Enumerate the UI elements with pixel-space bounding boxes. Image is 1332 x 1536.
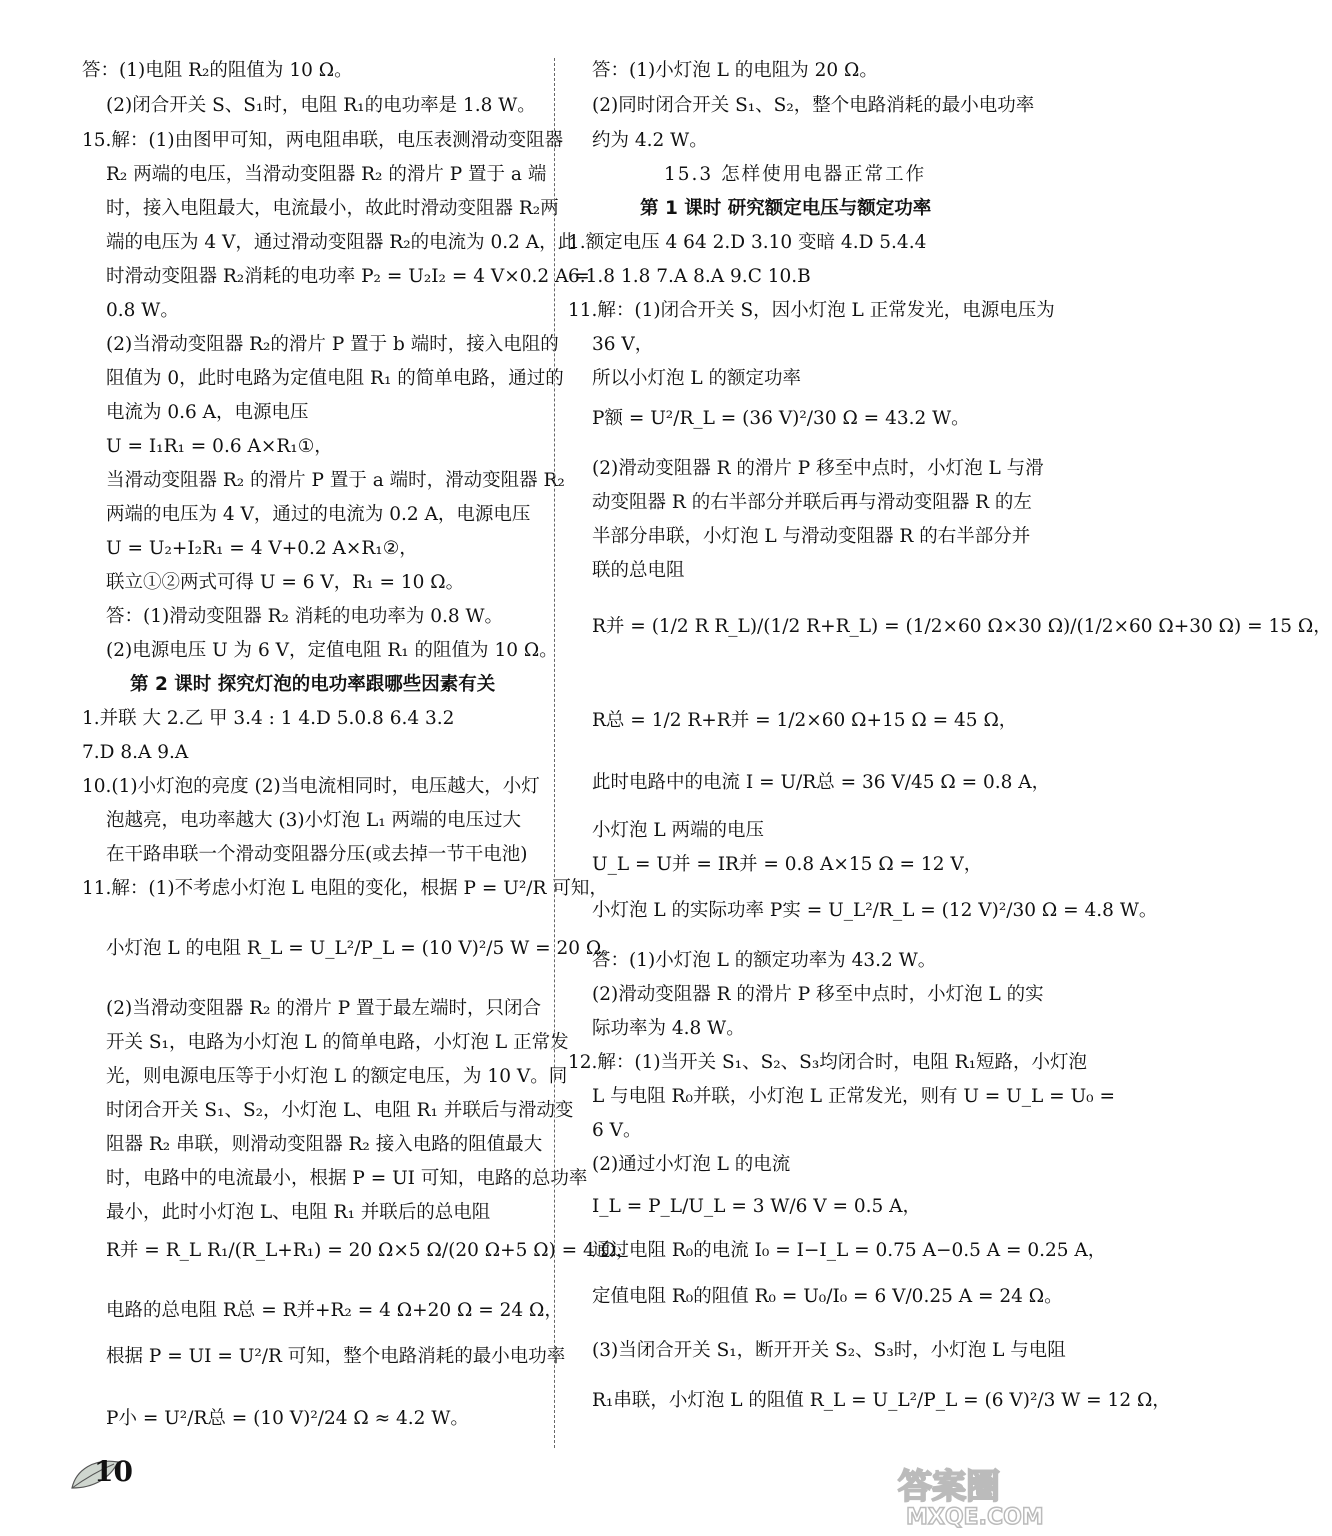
- right-text-line: 约为 4.2 W。: [592, 130, 708, 151]
- right-text-line: 半部分串联，小灯泡 L 与滑动变阻器 R 的右半部分并: [592, 526, 1031, 547]
- page-number-badge: [66, 1448, 136, 1498]
- column-divider: [554, 58, 555, 1448]
- left-text-line: R并 = R_L R₁/(R_L+R₁) = 20 Ω×5 Ω/(20 Ω+5 Ω) = 4 Ω，: [106, 1240, 635, 1261]
- right-text-line: 此时电路中的电流 I = U/R总 = 36 V/45 Ω = 0.8 A，: [592, 772, 1051, 793]
- page-number: 10: [94, 1455, 133, 1488]
- right-text-line: R总 = 1/2 R+R并 = 1/2×60 Ω+15 Ω = 45 Ω，: [592, 710, 1018, 731]
- left-text-line: 时，电路中的电流最小，根据 P = UI 可知，电路的总功率: [106, 1168, 588, 1189]
- left-text-line: 7.D 8.A 9.A: [82, 742, 189, 763]
- right-text-line: P额 = U²/R_L = (36 V)²/30 Ω = 43.2 W。: [592, 408, 970, 429]
- left-text-line: 开关 S₁，电路为小灯泡 L 的简单电路，小灯泡 L 正常发: [106, 1032, 569, 1053]
- right-text-line: 1.额定电压 4 64 2.D 3.10 变暗 4.D 5.4.4: [568, 232, 927, 253]
- left-text-line: 答：(1)电阻 R₂的阻值为 10 Ω。: [82, 60, 353, 81]
- left-text-line: 时闭合开关 S₁、S₂，小灯泡 L、电阻 R₁ 并联后与滑动变: [106, 1100, 574, 1121]
- left-text-line: (2)当滑动变阻器 R₂的滑片 P 置于 b 端时，接入电阻的: [106, 334, 559, 355]
- left-text-line: 时滑动变阻器 R₂消耗的电功率 P₂ = U₂I₂ = 4 V×0.2 A =: [106, 266, 590, 287]
- left-text-line: 在干路串联一个滑动变阻器分压(或去掉一节干电池): [106, 844, 528, 865]
- left-text-line: 光，则电源电压等于小灯泡 L 的额定电压，为 10 V。同: [106, 1066, 568, 1087]
- right-text-line: (3)当闭合开关 S₁，断开开关 S₂、S₃时，小灯泡 L 与电阻: [592, 1340, 1066, 1361]
- right-text-line: 6.1.8 1.8 7.A 8.A 9.C 10.B: [568, 266, 811, 287]
- left-text-line: 第 2 课时 探究灯泡的电功率跟哪些因素有关: [130, 674, 496, 695]
- right-text-line: 12.解：(1)当开关 S₁、S₂、S₃均闭合时，电阻 R₁短路，小灯泡: [568, 1052, 1088, 1073]
- right-text-line: 答：(1)小灯泡 L 的电阻为 20 Ω。: [592, 60, 878, 81]
- leaf-icon: [66, 1448, 136, 1494]
- right-text-line: 11.解：(1)闭合开关 S，因小灯泡 L 正常发光，电源电压为: [568, 300, 1055, 321]
- left-text-line: 两端的电压为 4 V，通过的电流为 0.2 A，电源电压: [106, 504, 531, 525]
- left-text-line: (2)闭合开关 S、S₁时，电阻 R₁的电功率是 1.8 W。: [106, 95, 536, 116]
- right-text-line: R并 = (1/2 R R_L)/(1/2 R+R_L) = (1/2×60 Ω×30 Ω)/(1/2×60 Ω+30 Ω) = 15 Ω，: [592, 616, 1332, 637]
- left-text-line: U = U₂+I₂R₁ = 4 V+0.2 A×R₁②，: [106, 538, 418, 559]
- right-text-line: 6 V。: [592, 1120, 642, 1141]
- right-text-line: (2)通过小灯泡 L 的电流: [592, 1154, 791, 1175]
- right-text-line: 第 1 课时 研究额定电压与额定功率: [640, 198, 932, 219]
- left-text-line: 时，接入电阻最大，电流最小，故此时滑动变阻器 R₂两: [106, 198, 559, 219]
- left-text-line: 10.(1)小灯泡的亮度 (2)当电流相同时，电压越大，小灯: [82, 776, 540, 797]
- right-text-line: R₁串联，小灯泡 L 的阻值 R_L = U_L²/P_L = (6 V)²/3 W = 12 Ω，: [592, 1390, 1171, 1411]
- watermark-logo-text: 答案圈: [898, 1467, 1000, 1507]
- right-text-line: 定值电阻 R₀的阻值 R₀ = U₀/I₀ = 6 V/0.25 A = 24 Ω。: [592, 1286, 1063, 1307]
- right-text-line: 联的总电阻: [592, 560, 685, 581]
- right-text-line: 通过电阻 R₀的电流 I₀ = I−I_L = 0.75 A−0.5 A = 0.25 A，: [592, 1240, 1107, 1261]
- right-text-line: 15.3 怎样使用电器正常工作: [664, 164, 927, 185]
- left-text-line: R₂ 两端的电压，当滑动变阻器 R₂ 的滑片 P 置于 a 端: [106, 164, 547, 185]
- right-text-line: I_L = P_L/U_L = 3 W/6 V = 0.5 A，: [592, 1196, 922, 1217]
- right-text-line: 动变阻器 R 的右半部分并联后再与滑动变阻器 R 的左: [592, 492, 1032, 513]
- left-text-line: 答：(1)滑动变阻器 R₂ 消耗的电功率为 0.8 W。: [106, 606, 504, 627]
- left-text-line: 联立①②两式可得 U = 6 V，R₁ = 10 Ω。: [106, 572, 465, 593]
- watermark: [892, 1464, 1048, 1530]
- left-text-line: 15.解：(1)由图甲可知，两电阻串联，电压表测滑动变阻器: [82, 130, 564, 151]
- right-text-line: 答：(1)小灯泡 L 的额定功率为 43.2 W。: [592, 950, 937, 971]
- left-text-line: 1.并联 大 2.乙 甲 3.4 : 1 4.D 5.0.8 6.4 3.2: [82, 708, 455, 729]
- right-text-line: 所以小灯泡 L 的额定功率: [592, 368, 802, 389]
- right-text-line: 36 V，: [592, 334, 654, 355]
- left-text-line: 端的电压为 4 V，通过滑动变阻器 R₂的电流为 0.2 A，此: [106, 232, 577, 253]
- left-text-line: P小 = U²/R总 = (10 V)²/24 Ω ≈ 4.2 W。: [106, 1408, 469, 1429]
- left-text-line: 阻器 R₂ 串联，则滑动变阻器 R₂ 接入电路的阻值最大: [106, 1134, 543, 1155]
- right-text-line: U_L = U并 = IR并 = 0.8 A×15 Ω = 12 V，: [592, 854, 983, 875]
- left-text-line: 泡越亮，电功率越大 (3)小灯泡 L₁ 两端的电压过大: [106, 810, 522, 831]
- left-text-line: 当滑动变阻器 R₂ 的滑片 P 置于 a 端时，滑动变阻器 R₂: [106, 470, 565, 491]
- left-text-line: 电流为 0.6 A，电源电压: [106, 402, 309, 423]
- left-text-line: 电路的总电阻 R总 = R并+R₂ = 4 Ω+20 Ω = 24 Ω，: [106, 1300, 563, 1321]
- left-text-line: U = I₁R₁ = 0.6 A×R₁①，: [106, 436, 333, 457]
- right-text-line: L 与电阻 R₀并联，小灯泡 L 正常发光，则有 U = U_L = U₀ =: [592, 1086, 1115, 1107]
- left-text-line: 阻值为 0，此时电路为定值电阻 R₁ 的简单电路，通过的: [106, 368, 564, 389]
- right-text-line: 小灯泡 L 的实际功率 P实 = U_L²/R_L = (12 V)²/30 Ω = 4.8 W。: [592, 900, 1158, 921]
- left-text-line: 11.解：(1)不考虑小灯泡 L 电阻的变化，根据 P = U²/R 可知，: [82, 878, 608, 899]
- left-text-line: 0.8 W。: [106, 300, 179, 321]
- left-text-line: (2)当滑动变阻器 R₂ 的滑片 P 置于最左端时，只闭合: [106, 998, 542, 1019]
- watermark-url: MXQE.COM: [906, 1505, 1044, 1530]
- left-text-line: 小灯泡 L 的电阻 R_L = U_L²/P_L = (10 V)²/5 W = 20 Ω。: [106, 938, 620, 959]
- left-text-line: 最小，此时小灯泡 L、电阻 R₁ 并联后的总电阻: [106, 1202, 491, 1223]
- right-text-line: (2)滑动变阻器 R 的滑片 P 移至中点时，小灯泡 L 与滑: [592, 458, 1044, 479]
- right-text-line: 小灯泡 L 两端的电压: [592, 820, 765, 841]
- right-text-line: (2)同时闭合开关 S₁、S₂，整个电路消耗的最小电功率: [592, 95, 1035, 116]
- right-text-line: (2)滑动变阻器 R 的滑片 P 移至中点时，小灯泡 L 的实: [592, 984, 1044, 1005]
- left-text-line: 根据 P = UI = U²/R 可知，整个电路消耗的最小电功率: [106, 1346, 566, 1367]
- right-text-line: 际功率为 4.8 W。: [592, 1018, 745, 1039]
- left-text-line: (2)电源电压 U 为 6 V，定值电阻 R₁ 的阻值为 10 Ω。: [106, 640, 558, 661]
